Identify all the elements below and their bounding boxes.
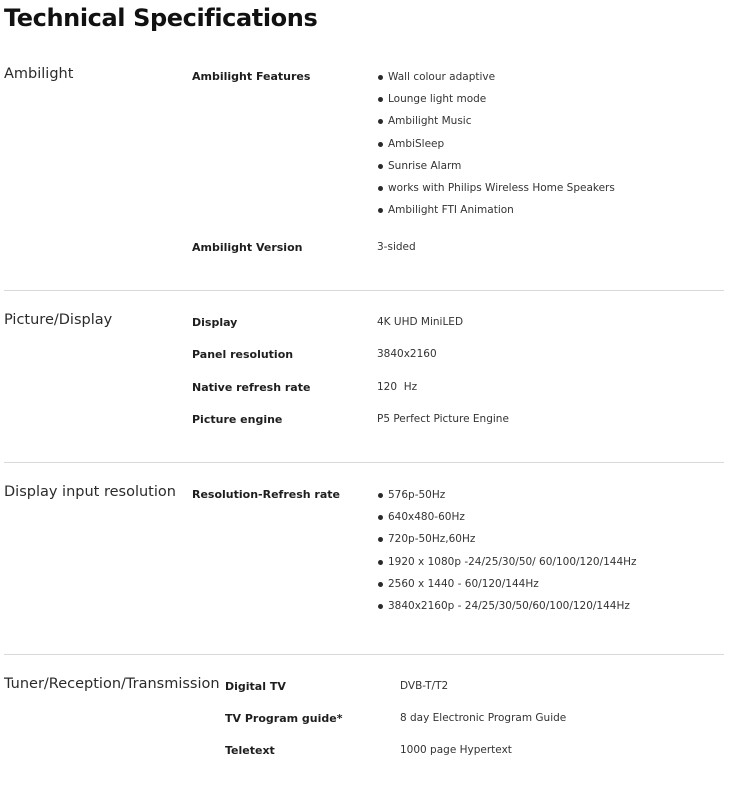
section-divider xyxy=(4,290,724,291)
section-title-ambilight: Ambilight xyxy=(4,66,74,82)
spec-label-display: Display xyxy=(192,316,238,329)
list-item: 2560 x 1440 - 60/120/144Hz xyxy=(377,577,637,599)
ambilight-features-list xyxy=(377,70,615,225)
spec-value-panel-resolution: 3840x2160 xyxy=(377,348,437,360)
page-title: Technical Specifications xyxy=(4,4,318,32)
spec-value-ambilight-version: 3-sided xyxy=(377,241,416,253)
spec-label-teletext: Teletext xyxy=(225,744,275,757)
spec-label-tv-program-guide: TV Program guide* xyxy=(225,712,343,725)
list-item: 720p-50Hz,60Hz xyxy=(377,532,637,554)
list-item: 3840x2160p - 24/25/30/50/60/100/120/144Hz xyxy=(377,599,637,621)
list-item: Wall colour adaptive xyxy=(377,70,615,92)
spec-value-display: 4K UHD MiniLED xyxy=(377,316,464,328)
section-title-picture-display: Picture/Display xyxy=(4,312,113,328)
list-item: AmbiSleep xyxy=(377,137,615,159)
section-divider xyxy=(4,654,724,655)
spec-value-native-refresh-rate: 120 Hz xyxy=(377,381,418,393)
resolution-refresh-rate-list xyxy=(377,488,637,621)
spec-value-picture-engine: P5 Perfect Picture Engine xyxy=(377,413,509,425)
list-item: Ambilight Music xyxy=(377,114,615,136)
section-divider xyxy=(4,462,724,463)
list-item: works with Philips Wireless Home Speakers xyxy=(377,181,615,203)
list-item: Lounge light mode xyxy=(377,92,615,114)
spec-label-ambilight-features: Ambilight Features xyxy=(192,70,311,83)
spec-value-digital-tv: DVB-T/T2 xyxy=(400,680,449,692)
list-item: 640x480-60Hz xyxy=(377,510,637,532)
list-item: 1920 x 1080p -24/25/30/50/ 60/100/120/144Hz xyxy=(377,555,637,577)
spec-label-resolution-refresh-rate: Resolution-Refresh rate xyxy=(192,488,340,501)
spec-label-digital-tv: Digital TV xyxy=(225,680,286,693)
spec-label-native-refresh-rate: Native refresh rate xyxy=(192,381,311,394)
spec-value-tv-program-guide: 8 day Electronic Program Guide xyxy=(400,712,567,724)
section-title-tuner-reception-transmission: Tuner/Reception/Transmission xyxy=(4,676,220,692)
list-item: 576p-50Hz xyxy=(377,488,637,510)
section-title-display-input-resolution: Display input resolution xyxy=(4,484,176,500)
spec-label-panel-resolution: Panel resolution xyxy=(192,348,294,361)
list-item: Sunrise Alarm xyxy=(377,159,615,181)
spec-label-ambilight-version: Ambilight Version xyxy=(192,241,303,254)
list-item: Ambilight FTI Animation xyxy=(377,203,615,225)
spec-label-picture-engine: Picture engine xyxy=(192,413,283,426)
spec-value-teletext: 1000 page Hypertext xyxy=(400,744,512,756)
